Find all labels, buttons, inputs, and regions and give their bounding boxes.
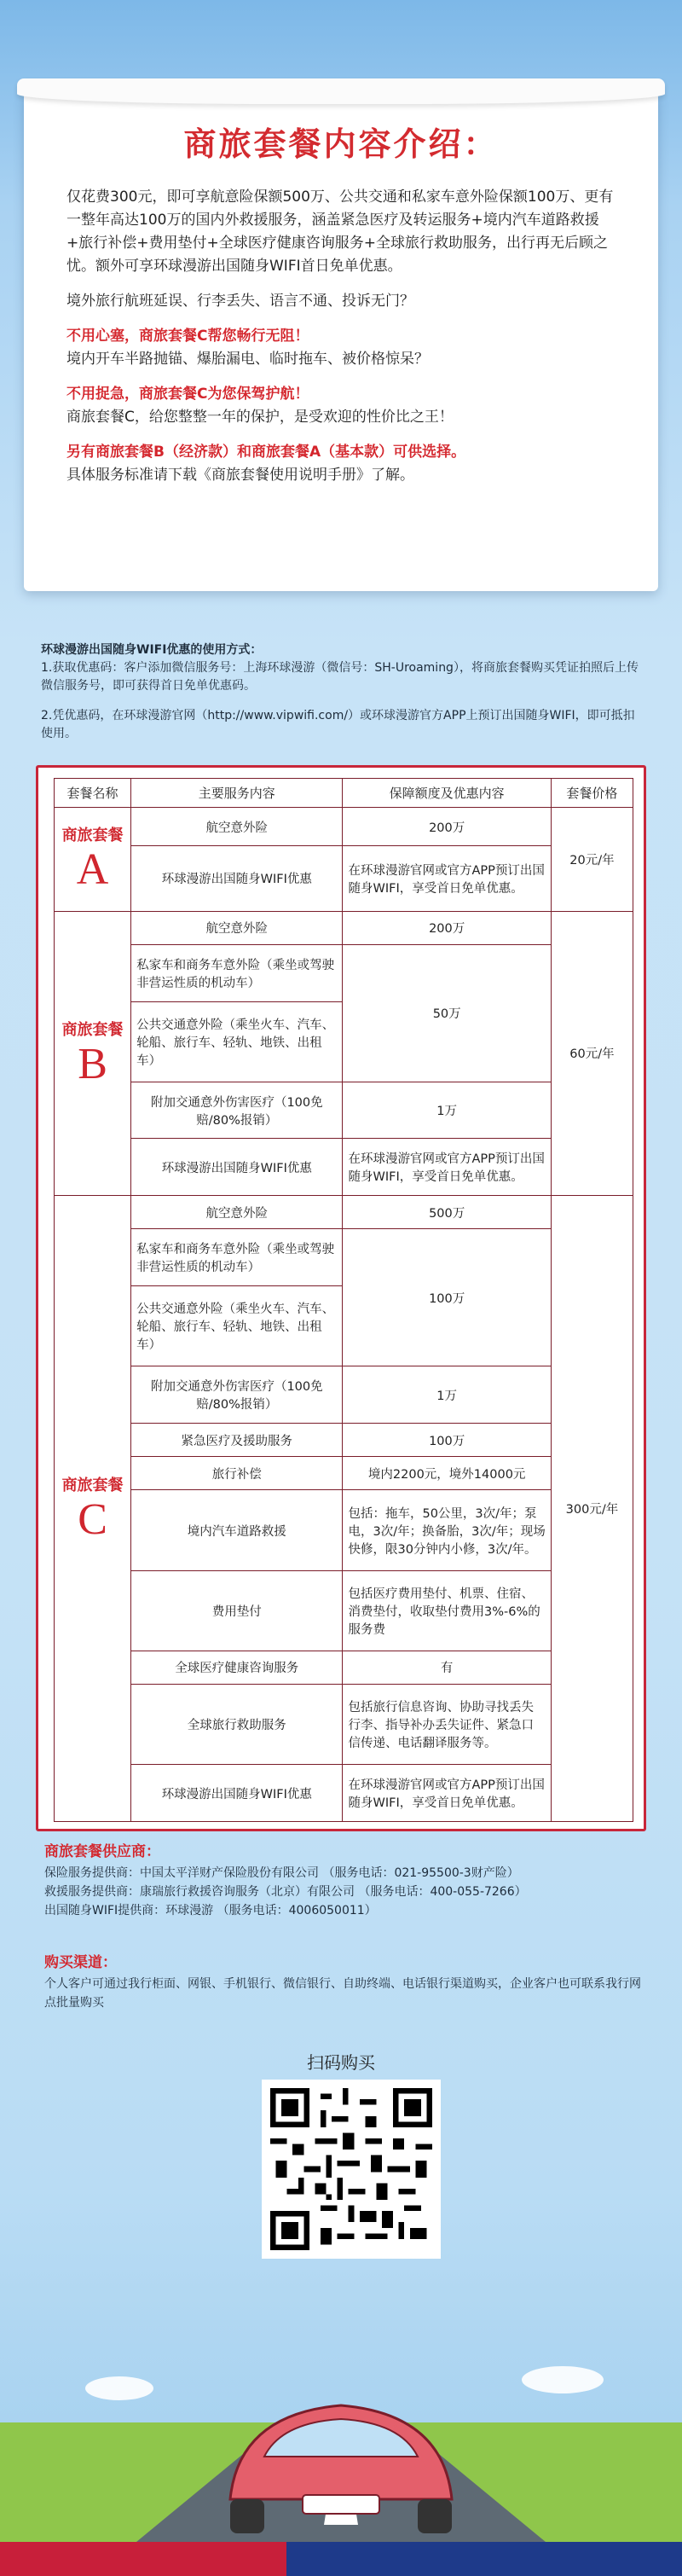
service-cell: 附加交通意外伤害医疗（100免赔/80%报销） bbox=[131, 1366, 343, 1424]
coverage-cell: 200万 bbox=[343, 911, 551, 944]
channels-title: 购买渠道： bbox=[44, 1954, 117, 1971]
service-cell: 全球旅行救助服务 bbox=[131, 1685, 343, 1765]
coverage-cell: 在环球漫游官网或官方APP预订出国随身WIFI，享受首日免单优惠。 bbox=[343, 1139, 551, 1196]
service-cell: 费用垫付 bbox=[131, 1570, 343, 1651]
table-row bbox=[55, 1196, 633, 1229]
coverage-cell: 100万 bbox=[343, 1423, 551, 1456]
service-cell: 旅行补偿 bbox=[131, 1457, 343, 1490]
intro-block-c1 bbox=[66, 325, 619, 371]
table-row bbox=[55, 1139, 633, 1196]
table-row bbox=[55, 808, 633, 846]
intro-paragraph: 仅花费300元，即可享航意险保额500万、公共交通和私家车意外险保额100万、更有一整年高达100万的国内外救援服务，涵盖紧急医疗及转运服务+境内汽车道路救援+旅行补偿+费用垫付+全球医疗健康咨询服务+全球旅行救助服务，出行再无后顾之忧。额外可享环球漫游出国随身WIFI首日免单优惠。 bbox=[66, 189, 614, 275]
table-row bbox=[55, 1366, 633, 1424]
intro-text: 境内开车半路抛锚、爆胎漏电、临时拖车、被价格惊呆？ bbox=[66, 351, 429, 368]
package-a-cell bbox=[55, 808, 131, 912]
service-cell: 环球漫游出国随身WIFI优惠 bbox=[131, 1765, 343, 1822]
service-cell: 公共交通意外险（乘坐火车、汽车、轮船、旅行车、轻轨、地铁、出租车） bbox=[131, 1001, 343, 1082]
table-row bbox=[55, 1229, 633, 1286]
table-row bbox=[55, 1490, 633, 1570]
wifi-info-title: 环球漫游出国随身WIFI优惠的使用方式： bbox=[41, 643, 263, 657]
intro-text: 具体服务标准请下载《商旅套餐使用说明手册》了解。 bbox=[66, 467, 414, 484]
wifi-info bbox=[41, 641, 641, 743]
service-cell: 航空意外险 bbox=[131, 911, 343, 944]
package-table-frame bbox=[36, 765, 646, 1831]
scan-label: 扫码购买 bbox=[307, 2052, 375, 2073]
package-letter: A bbox=[76, 845, 109, 895]
package-name: 商旅套餐 bbox=[61, 827, 124, 845]
highlight-text: 不用心塞，商旅套餐C帮您畅行无阻！ bbox=[66, 328, 309, 345]
intro-block-ab bbox=[66, 441, 619, 487]
price-cell: 60元/年 bbox=[551, 911, 633, 1196]
header-service: 主要服务内容 bbox=[131, 779, 343, 808]
table-row bbox=[55, 1457, 633, 1490]
highlight-text: 另有商旅套餐B（经济款）和商旅套餐A（基本款）可供选择。 bbox=[66, 444, 466, 461]
service-cell: 私家车和商务车意外险（乘坐或驾驶非营运性质的机动车） bbox=[131, 944, 343, 1001]
table-row bbox=[55, 1423, 633, 1456]
header-package-name: 套餐名称 bbox=[55, 779, 131, 808]
car-illustration bbox=[0, 2252, 682, 2576]
suppliers-section bbox=[44, 1842, 641, 1920]
intro-note bbox=[24, 92, 658, 591]
service-cell: 附加交通意外伤害医疗（100免赔/80%报销） bbox=[131, 1082, 343, 1139]
channels-text: 个人客户可通过我行柜面、网银、手机银行、微信银行、自助终端、电话银行渠道购买，企业客户也可联系我行网点批量购买 bbox=[44, 1977, 641, 2010]
coverage-cell: 500万 bbox=[343, 1196, 551, 1229]
coverage-cell: 200万 bbox=[343, 808, 551, 846]
price-cell: 300元/年 bbox=[551, 1196, 633, 1822]
intro-block-c2 bbox=[66, 383, 619, 429]
suppliers-title: 商旅套餐供应商： bbox=[44, 1843, 160, 1860]
package-b-cell bbox=[55, 911, 131, 1196]
coverage-cell: 在环球漫游官网或官方APP预订出国随身WIFI，享受首日免单优惠。 bbox=[343, 1765, 551, 1822]
channels-section bbox=[44, 1953, 641, 2012]
coverage-cell: 1万 bbox=[343, 1366, 551, 1424]
supplier-line: 出国随身WIFI提供商：环球漫游 （服务电话：4006050011） bbox=[44, 1904, 377, 1917]
coverage-cell: 1万 bbox=[343, 1082, 551, 1139]
coverage-cell: 在环球漫游官网或官方APP预订出国随身WIFI，享受首日免单优惠。 bbox=[343, 846, 551, 912]
header-price: 套餐价格 bbox=[551, 779, 633, 808]
table-header-row bbox=[55, 779, 633, 808]
coverage-cell: 包括旅行信息咨询、协助寻找丢失行李、指导补办丢失证件、紧急口信传递、电话翻译服务等。 bbox=[343, 1685, 551, 1765]
bottom-stripe bbox=[0, 2542, 682, 2576]
coverage-cell: 100万 bbox=[343, 1229, 551, 1366]
service-cell: 公共交通意外险（乘坐火车、汽车、轮船、旅行车、轻轨、地铁、出租车） bbox=[131, 1286, 343, 1366]
service-cell: 环球漫游出国随身WIFI优惠 bbox=[131, 1139, 343, 1196]
table-row bbox=[55, 1570, 633, 1651]
service-cell: 航空意外险 bbox=[131, 808, 343, 846]
intro-title: 商旅套餐内容介绍： bbox=[183, 125, 499, 163]
package-c-cell bbox=[55, 1196, 131, 1822]
table-row bbox=[55, 944, 633, 1001]
coverage-cell: 包括医疗费用垫付、机票、住宿、消费垫付，收取垫付费用3%-6%的服务费 bbox=[343, 1570, 551, 1651]
package-table bbox=[54, 778, 633, 1822]
package-letter: B bbox=[78, 1039, 107, 1088]
service-cell: 私家车和商务车意外险（乘坐或驾驶非营运性质的机动车） bbox=[131, 1229, 343, 1286]
coverage-cell: 50万 bbox=[343, 944, 551, 1082]
intro-body bbox=[66, 186, 619, 499]
table-row bbox=[55, 1082, 633, 1139]
intro-text: 商旅套餐C，给您整整一年的保护，是受欢迎的性价比之王！ bbox=[66, 409, 454, 426]
table-row bbox=[55, 1765, 633, 1822]
service-cell: 航空意外险 bbox=[131, 1196, 343, 1229]
qr-code-icon bbox=[270, 2088, 432, 2250]
package-name: 商旅套餐 bbox=[61, 1020, 124, 1039]
coverage-cell: 境内2200元，境外14000元 bbox=[343, 1457, 551, 1490]
table-row bbox=[55, 911, 633, 944]
package-letter: C bbox=[78, 1494, 107, 1544]
package-name: 商旅套餐 bbox=[61, 1476, 124, 1494]
header-coverage: 保障额度及优惠内容 bbox=[343, 779, 551, 808]
supplier-line: 救援服务提供商：康瑞旅行救援咨询服务（北京）有限公司 （服务电话：400-055-7266） bbox=[44, 1885, 527, 1899]
wifi-info-step2: 2.凭优惠码，在环球漫游官网（http://www.vipwifi.com/）或环球漫游官方APP上预订出国随身WIFI，即可抵扣使用。 bbox=[41, 709, 635, 740]
price-cell: 20元/年 bbox=[551, 808, 633, 912]
service-cell: 环球漫游出国随身WIFI优惠 bbox=[131, 846, 343, 912]
wifi-info-step1: 1.获取优惠码：客户添加微信服务号：上海环球漫游（微信号：SH-Uroaming），将商旅套餐购买凭证拍照后上传微信服务号，即可获得首日免单优惠码。 bbox=[41, 661, 639, 693]
supplier-line: 保险服务提供商：中国太平洋财产保险股份有限公司 （服务电话：021-95500-3财产险） bbox=[44, 1866, 519, 1880]
highlight-text: 不用捉急，商旅套餐C为您保驾护航！ bbox=[66, 386, 309, 403]
table-row bbox=[55, 1651, 633, 1684]
road-scene bbox=[0, 2286, 682, 2542]
table-row bbox=[55, 846, 633, 912]
qr-code[interactable] bbox=[262, 2080, 441, 2259]
service-cell: 全球医疗健康咨询服务 bbox=[131, 1651, 343, 1684]
table-row bbox=[55, 1685, 633, 1765]
service-cell: 紧急医疗及援助服务 bbox=[131, 1423, 343, 1456]
coverage-cell: 包括：拖车，50公里，3次/年；泵电，3次/年；换备胎，3次/年；现场快修，限30分钟内小修，3次/年。 bbox=[343, 1490, 551, 1570]
coverage-cell: 有 bbox=[343, 1651, 551, 1684]
service-cell: 境内汽车道路救援 bbox=[131, 1490, 343, 1570]
intro-question: 境外旅行航班延误、行李丢失、语言不通、投诉无门？ bbox=[66, 293, 414, 310]
